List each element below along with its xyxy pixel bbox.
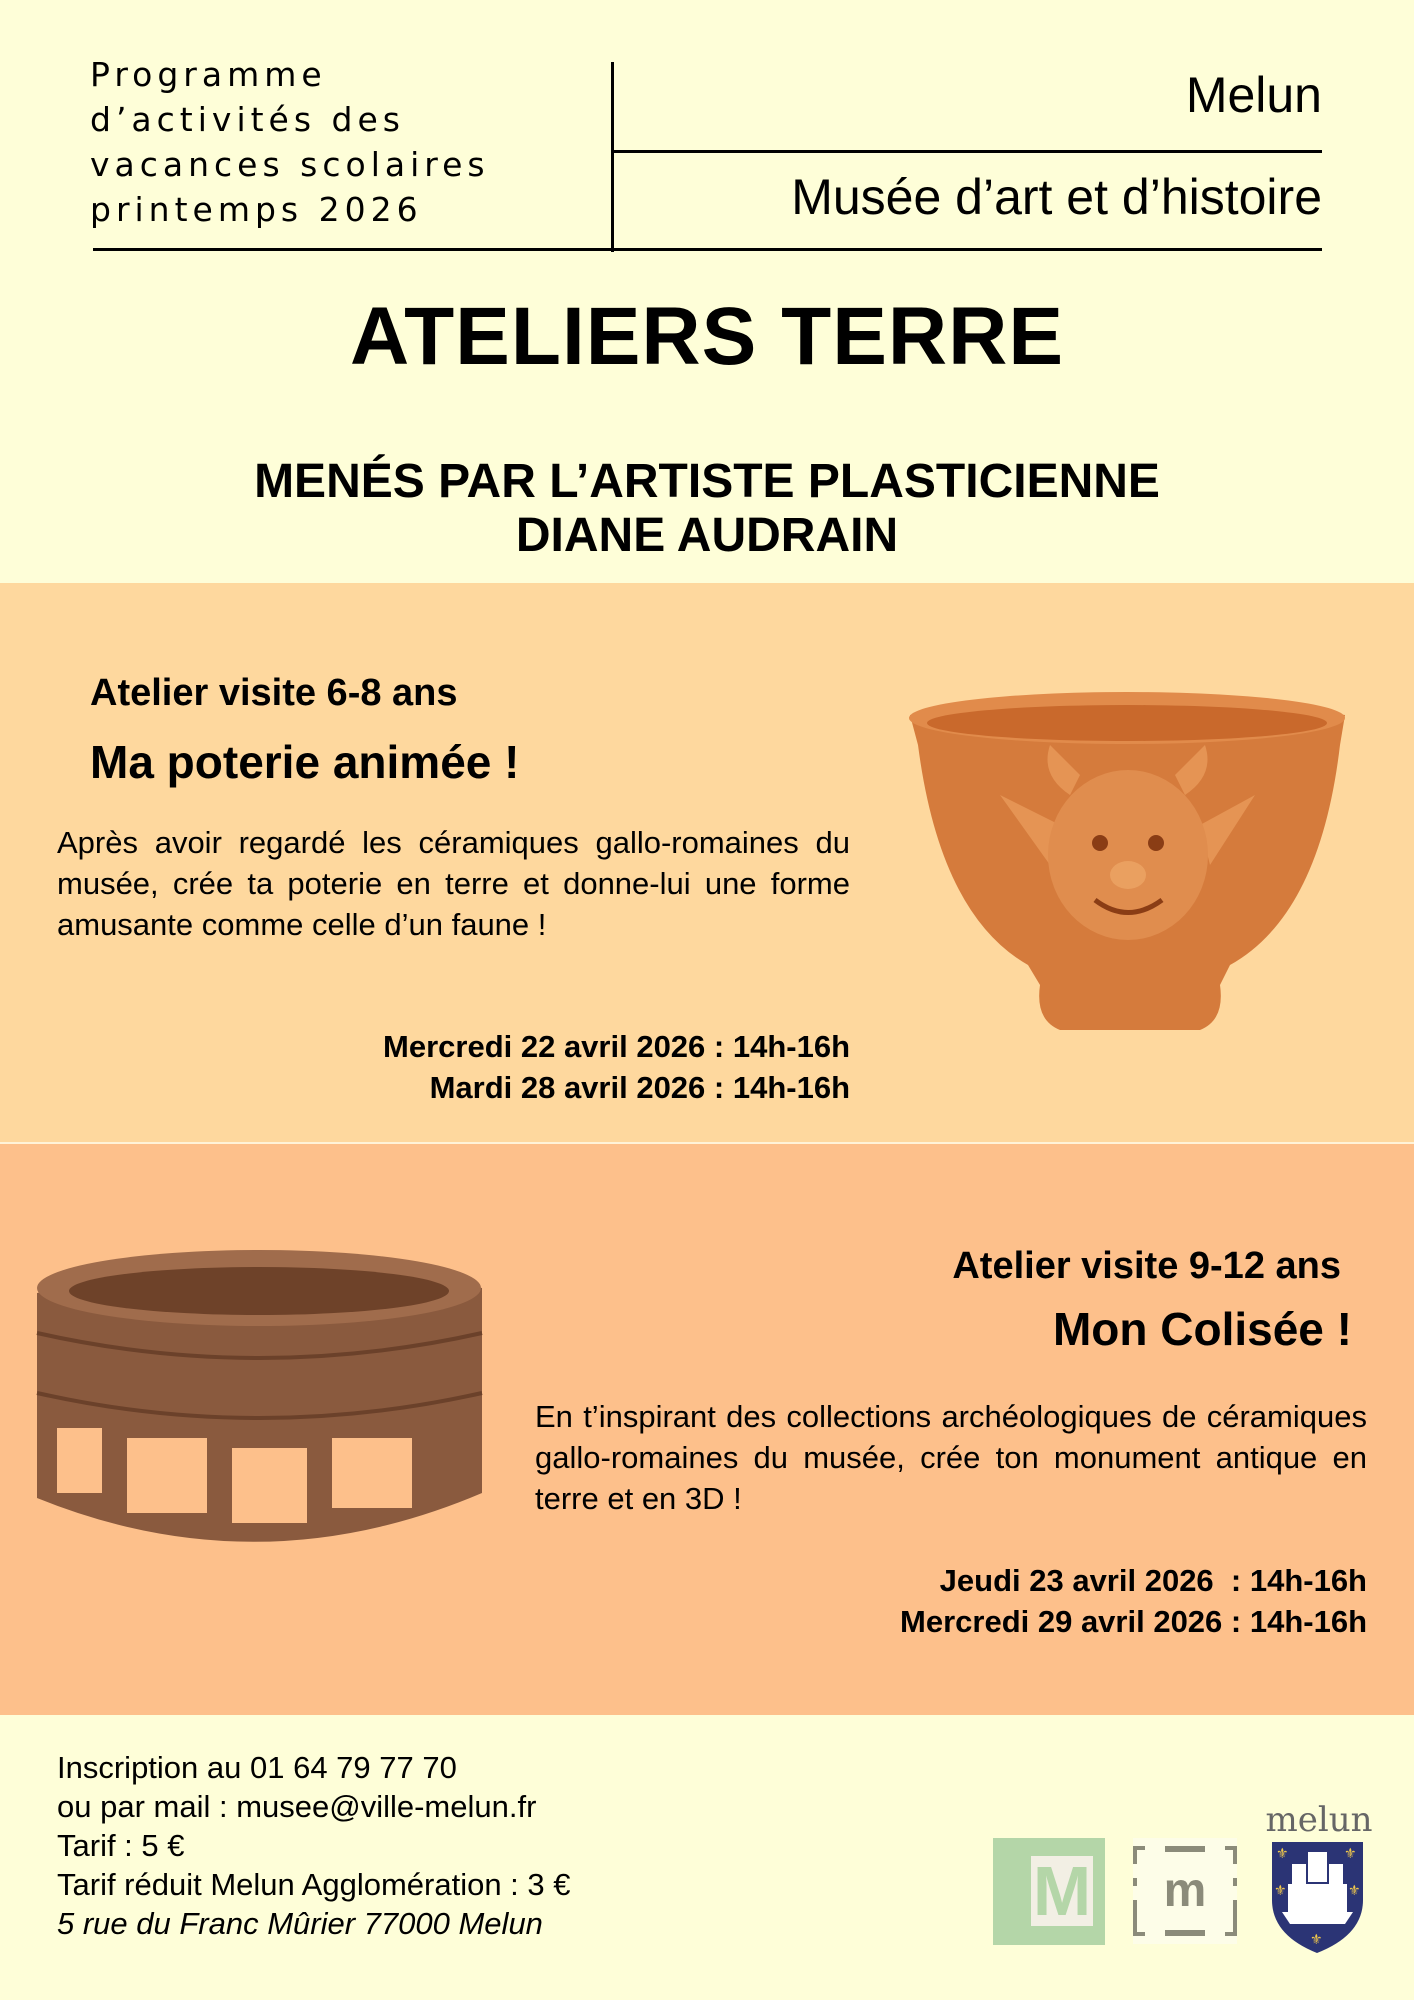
footer-info <box>57 1748 571 1943</box>
divider-horizontal <box>612 150 1322 153</box>
price: Tarif : 5 € <box>57 1828 185 1863</box>
subtitle-line: DIANE AUDRAIN <box>515 509 899 562</box>
phone-info: Inscription au 01 64 79 77 70 <box>57 1750 457 1785</box>
divider-vertical <box>611 62 614 252</box>
svg-text:⚜: ⚜ <box>1310 1931 1323 1947</box>
m-logo-letter: m <box>1163 1864 1207 1917</box>
page-subtitle <box>0 455 1414 563</box>
email-info: ou par mail : musee@ville-melun.fr <box>57 1789 537 1824</box>
svg-text:⚜: ⚜ <box>1276 1845 1289 1861</box>
workshop-name: Ma poterie animée ! <box>90 736 520 788</box>
workshop-age: Atelier visite 6-8 ans <box>90 672 458 714</box>
workshop-dates <box>383 1026 850 1108</box>
address: 5 rue du Franc Mûrier 77000 Melun <box>57 1906 543 1941</box>
program-line: vacances scolaires <box>90 145 490 184</box>
workshop-date: Mercredi 29 avril 2026 : 14h-16h <box>900 1604 1367 1639</box>
workshop-date: Mercredi 22 avril 2026 : 14h-16h <box>383 1029 850 1064</box>
city-crest-icon <box>1270 1840 1365 1955</box>
workshop-description: En t’inspirant des collections archéologiques de céramiques gallo-romaines du musée, crée ton monument antique en terre et en 3D ! <box>535 1399 1367 1516</box>
m-logo <box>1133 1838 1237 1944</box>
subtitle-line: MENÉS PAR L’ARTISTE PLASTICIENNE <box>254 455 1160 508</box>
program-line: Programme <box>90 55 327 94</box>
page-title: ATELIERS TERRE <box>349 291 1065 382</box>
workshop-name: Mon Colisée ! <box>1052 1303 1352 1355</box>
program-heading <box>90 52 490 232</box>
reduced-price: Tarif réduit Melun Agglomération : 3 € <box>57 1867 571 1902</box>
faun-pottery-image <box>900 685 1355 1040</box>
svg-text:⚜: ⚜ <box>1348 1882 1361 1898</box>
workshop-description: Après avoir regardé les céramiques gallo-romaines du musée, crée ta poterie en terre et donne-lui une forme amusante comme celle d’un faune ! <box>57 825 850 942</box>
museum-logo-m: M <box>1032 1852 1092 1930</box>
workshop-date: Mardi 28 avril 2026 : 14h-16h <box>429 1070 850 1105</box>
museum-logo <box>993 1838 1105 1945</box>
workshop-age: Atelier visite 9-12 ans <box>952 1245 1341 1287</box>
svg-text:⚜: ⚜ <box>1344 1845 1357 1861</box>
workshop-dates <box>900 1560 1367 1642</box>
colosseum-clay-image <box>32 1243 487 1583</box>
svg-text:⚜: ⚜ <box>1274 1882 1287 1898</box>
workshop-date: Jeudi 23 avril 2026 : 14h-16h <box>939 1563 1367 1598</box>
divider-horizontal <box>93 248 1322 251</box>
city-name: Melun <box>1185 67 1322 123</box>
program-line: printemps 2026 <box>90 190 423 229</box>
program-line: d’activités des <box>90 100 405 139</box>
museum-name: Musée d’art et d’histoire <box>791 169 1322 225</box>
city-logo-text: melun <box>1265 1800 1373 1840</box>
